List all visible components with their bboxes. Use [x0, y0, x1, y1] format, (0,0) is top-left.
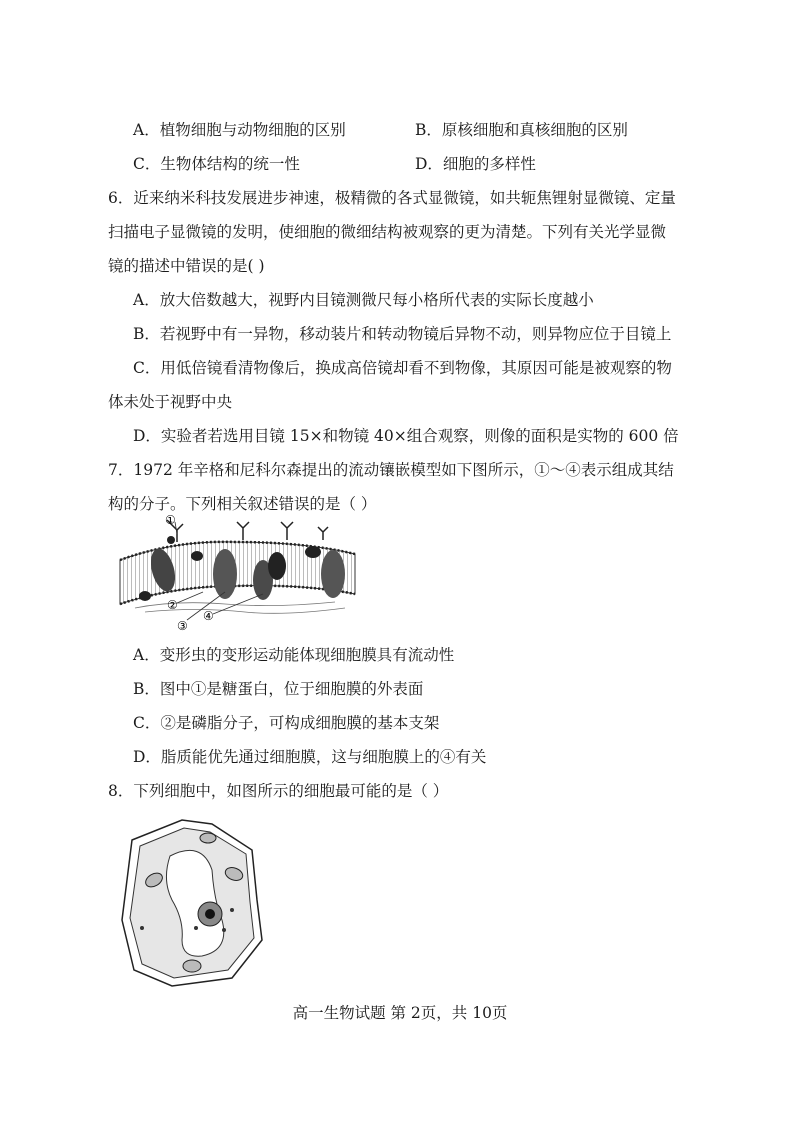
q5-option-d: D．细胞的多样性	[415, 155, 536, 173]
protein-2	[213, 549, 237, 599]
q7-option-b: B．图中①是糖蛋白，位于细胞膜的外表面	[133, 680, 424, 698]
q6-option-c-line-2: 体未处于视野中央	[108, 393, 233, 411]
q6-stem-line-3: 镜的描述中错误的是( )	[108, 257, 265, 275]
q6-option-b: B．若视野中有一异物，移动装片和转动物镜后异物不动，则异物应位于目镜上	[133, 325, 672, 343]
q8-stem: 8．下列细胞中，如图所示的细胞最可能的是（ ）	[108, 782, 449, 800]
q6-stem-line-2: 扫描电子显微镜的发明，使细胞的微细结构被观察的更为清楚。下列有关光学显微	[108, 223, 667, 241]
q7-stem-line-2: 构的分子。下列相关叙述错误的是（ ）	[108, 495, 377, 513]
chloroplast-3	[183, 960, 201, 972]
plant-cell-figure	[112, 810, 272, 990]
q7-option-c: C．②是磷脂分子，可构成细胞膜的基本支架	[133, 714, 440, 732]
label-3: ③	[177, 619, 188, 633]
q7-option-a: A．变形虫的变形运动能体现细胞膜具有流动性	[133, 646, 455, 664]
label-4: ④	[203, 609, 214, 623]
q6-option-a: A．放大倍数越大，视野内目镜测微尺每小格所代表的实际长度越小	[133, 291, 594, 309]
membrane-figure	[115, 512, 360, 637]
q5-option-b: B．原核细胞和真核细胞的区别	[415, 121, 628, 139]
q6-stem-line-1: 6．近来纳米科技发展进步神速，极精微的各式显微镜，如共轭焦锂射显微镜、定量	[108, 189, 676, 207]
protein-5	[321, 550, 345, 598]
page-footer: 高一生物试题 第 2页，共 10页	[292, 1004, 508, 1022]
label-2: ②	[167, 598, 178, 612]
q5-option-a: A．植物细胞与动物细胞的区别	[133, 121, 346, 139]
q7-stem-line-1: 7．1972 年辛格和尼科尔森提出的流动镶嵌模型如下图所示，①～④表示组成其结	[108, 461, 674, 479]
chloroplast-4	[200, 833, 216, 843]
q6-option-c-line-1: C．用低倍镜看清物像后，换成高倍镜却看不到物像，其原因可能是被观察的物	[133, 359, 672, 377]
q6-option-d: D．实验者若选用目镜 15×和物镜 40×组合观察，则像的面积是实物的 600 倍	[133, 427, 679, 445]
protein-4	[268, 552, 286, 580]
q7-option-d: D．脂质能优先通过细胞膜，这与细胞膜上的④有关	[133, 748, 487, 766]
q5-option-c: C．生物体结构的统一性	[133, 155, 300, 173]
label-1: ①	[165, 513, 176, 527]
